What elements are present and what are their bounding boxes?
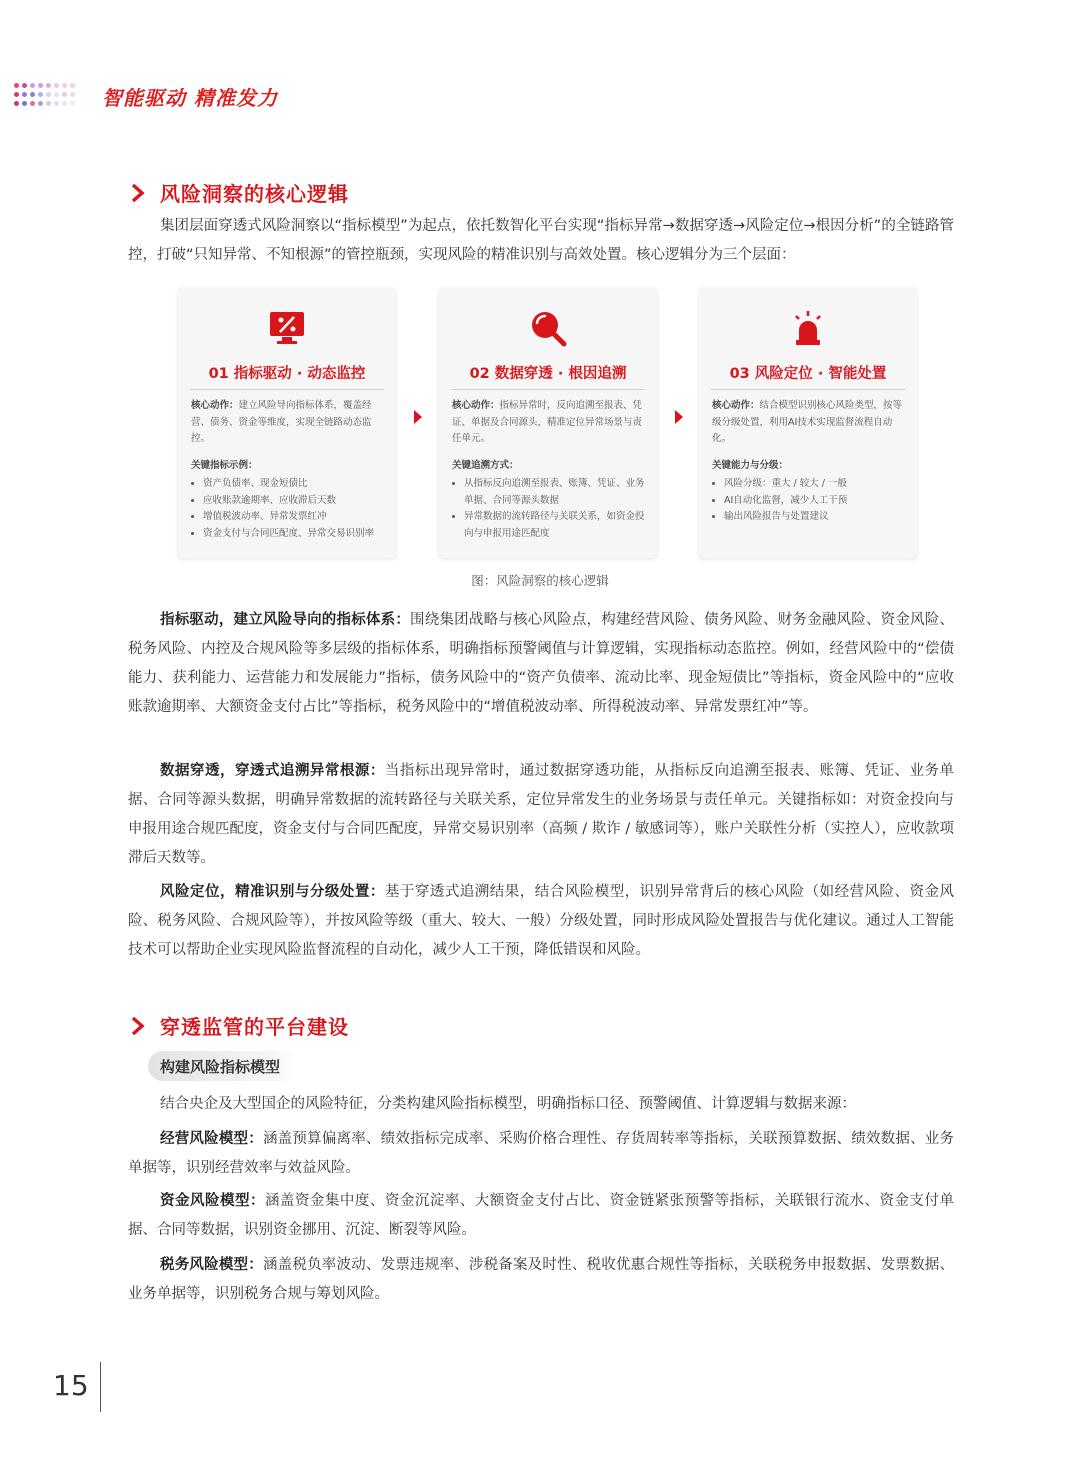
card-data-penetration — [439, 288, 657, 558]
list-item: • 从指标反向追溯至报表、账簿、凭证、业务单据、合同等源头数据 — [464, 476, 647, 509]
model-tax — [128, 1251, 954, 1309]
page-divider — [100, 1362, 101, 1412]
search-icon — [528, 308, 568, 348]
list-item: • 输出风险报告与处置建议 — [724, 509, 907, 526]
list-item: • 应收账款逾期率、应收滞后天数 — [203, 493, 386, 510]
chevron-right-icon — [128, 1016, 148, 1036]
dot-grid-logo — [14, 83, 94, 110]
paragraph-text: 围绕集团战略与核心风险点，构建经营风险、债务风险、财务金融风险、资金风险、税务风险、内控及合规风险等多层级的指标体系，明确指标预警阈值与计算逻辑，实现指标动态监控。例如，经营风险中的“偿债能力、获利能力、运营能力和发展能力”指标，债务风险中的“资产负债率、流动比率、现金短债比”等指标，资金风险中的“应收账款逾期率、大额资金支付占比”等指标，税务风险中的“增值税波动率、所得税波动率、异常发票红冲”等。 — [128, 612, 954, 715]
model-lead: 税务风险模型： — [160, 1257, 263, 1273]
card-risk-positioning — [699, 288, 917, 558]
model-lead: 经营风险模型： — [160, 1131, 263, 1147]
paragraph-indicator — [128, 606, 954, 722]
model-capital — [128, 1187, 954, 1245]
arrow-right-icon — [414, 410, 422, 424]
section-title-text: 穿透监管的平台建设 — [160, 1015, 349, 1039]
list-item: • 资金支付与合同匹配度、异常交易识别率 — [203, 526, 386, 543]
card-title: 01 指标驱动 · 动态监控 — [208, 366, 366, 382]
list-item: • 异常数据的流转路径与关联关系，如资金投向与申报用途匹配度 — [464, 509, 647, 542]
core-text: 建立风险导向指标体系，覆盖经营、债务、资金等维度，实现全链路动态监控。 — [191, 400, 372, 444]
core-label: 核心动作： — [452, 400, 500, 411]
sub-title: 关键指标示例： — [191, 459, 258, 471]
paragraph-text: 当指标出现异常时，通过数据穿透功能，从指标反向追溯至报表、账簿、凭证、业务单据、合同等源头数据，明确异常数据的流转路径与关联关系，定位异常发生的业务场景与责任单元。关键指标如：对资金投向与申报用途合规匹配度，资金支付与合同匹配度，异常交易识别率（高频 / 欺诈 / 敏感词等），账户关联性分析（实控人），应收款项滞后天数等。 — [128, 763, 955, 866]
card-title: 03 风险定位 · 智能处置 — [729, 366, 887, 382]
list-item: • 增值税波动率、异常发票红冲 — [203, 509, 386, 526]
page-number: 15 — [53, 1369, 89, 1402]
paragraph-lead: 指标驱动，建立风险导向的指标体系： — [160, 612, 411, 628]
card-title: 02 数据穿透 · 根因追溯 — [469, 366, 627, 382]
figure-caption: 图：风险洞察的核心逻辑 — [471, 573, 609, 588]
section-title-2 — [128, 1011, 349, 1040]
core-label: 核心动作： — [191, 400, 239, 411]
paragraph-lead: 数据穿透，穿透式追溯异常根源： — [160, 763, 385, 779]
paragraph-lead: 风险定位，精准识别与分级处置： — [160, 884, 385, 900]
subsection-title: 构建风险指标模型 — [160, 1058, 281, 1076]
monitor-percent-icon — [267, 308, 307, 348]
page-header — [14, 78, 278, 114]
model-text: 涵盖预算偏离率、绩效指标完成率、采购价格合理性、存货周转率等指标，关联预算数据、绩效数据、业务单据等，识别经营效率与效益风险。 — [128, 1131, 954, 1176]
brand-title: 智能驱动 精准发力 — [102, 85, 278, 110]
core-label: 核心动作： — [712, 400, 760, 411]
model-lead: 资金风险模型： — [160, 1193, 265, 1209]
model-text: 涵盖税负率波动、发票违规率、涉税备案及时性、税收优惠合规性等指标，关联税务申报数据、发票数据、业务单据等，识别税务合规与筹划风险。 — [128, 1257, 954, 1302]
card-indicator-driven — [178, 288, 396, 558]
sub-title: 关键追溯方式： — [452, 459, 519, 471]
section2-intro: 结合央企及大型国企的风险特征，分类构建风险指标模型，明确指标口径、预警阈值、计算逻辑与数据来源： — [160, 1096, 856, 1112]
paragraph-text: 基于穿透式追溯结果，结合风险模型，识别异常背后的核心风险（如经营风险、资金风险、税务风险、合规风险等），并按风险等级（重大、较大、一般）分级处置，同时形成风险处置报告与优化建议。通过人工智能技术可以帮助企业实现风险监督流程的自动化，减少人工干预，降低错误和风险。 — [128, 884, 955, 958]
model-operation — [128, 1125, 954, 1183]
section-title-1 — [128, 178, 349, 207]
arrow-right-icon — [675, 410, 683, 424]
list-item: • AI自动化监督，减少人工干预 — [724, 493, 907, 510]
paragraph-penetration — [128, 757, 954, 873]
core-text: 结合模型识别核心风险类型，按等级分级处置，利用AI技术实现监督流程自动化。 — [712, 400, 903, 444]
list-item: • 资产负债率、现金短债比 — [203, 476, 386, 493]
section1-intro: 集团层面穿透式风险洞察以“指标模型”为起点，依托数智化平台实现“指标异常→数据穿透→风险定位→根因分析”的全链路管控，打破“只知异常、不知根源”的管控瓶颈，实现风险的精准识别与高效处置。核心逻辑分为三个层面： — [128, 218, 954, 263]
chevron-right-icon — [128, 183, 148, 203]
section-title-text: 风险洞察的核心逻辑 — [160, 182, 349, 206]
model-text: 涵盖资金集中度、资金沉淀率、大额资金支付占比、资金链紧张预警等指标，关联银行流水、资金支付单据、合同等数据，识别资金挪用、沉淀、断裂等风险。 — [128, 1193, 955, 1238]
list-item: • 风险分级：重大 / 较大 / 一般 — [724, 476, 907, 493]
alarm-icon — [788, 308, 828, 348]
core-text: 指标异常时，反向追溯至报表、凭证、单据及合同源头，精准定位异常场景与责任单元。 — [452, 400, 643, 444]
paragraph-positioning — [128, 878, 954, 965]
logic-diagram — [178, 288, 903, 560]
sub-title: 关键能力与分级： — [712, 459, 789, 471]
subsection-pill — [148, 1051, 298, 1081]
